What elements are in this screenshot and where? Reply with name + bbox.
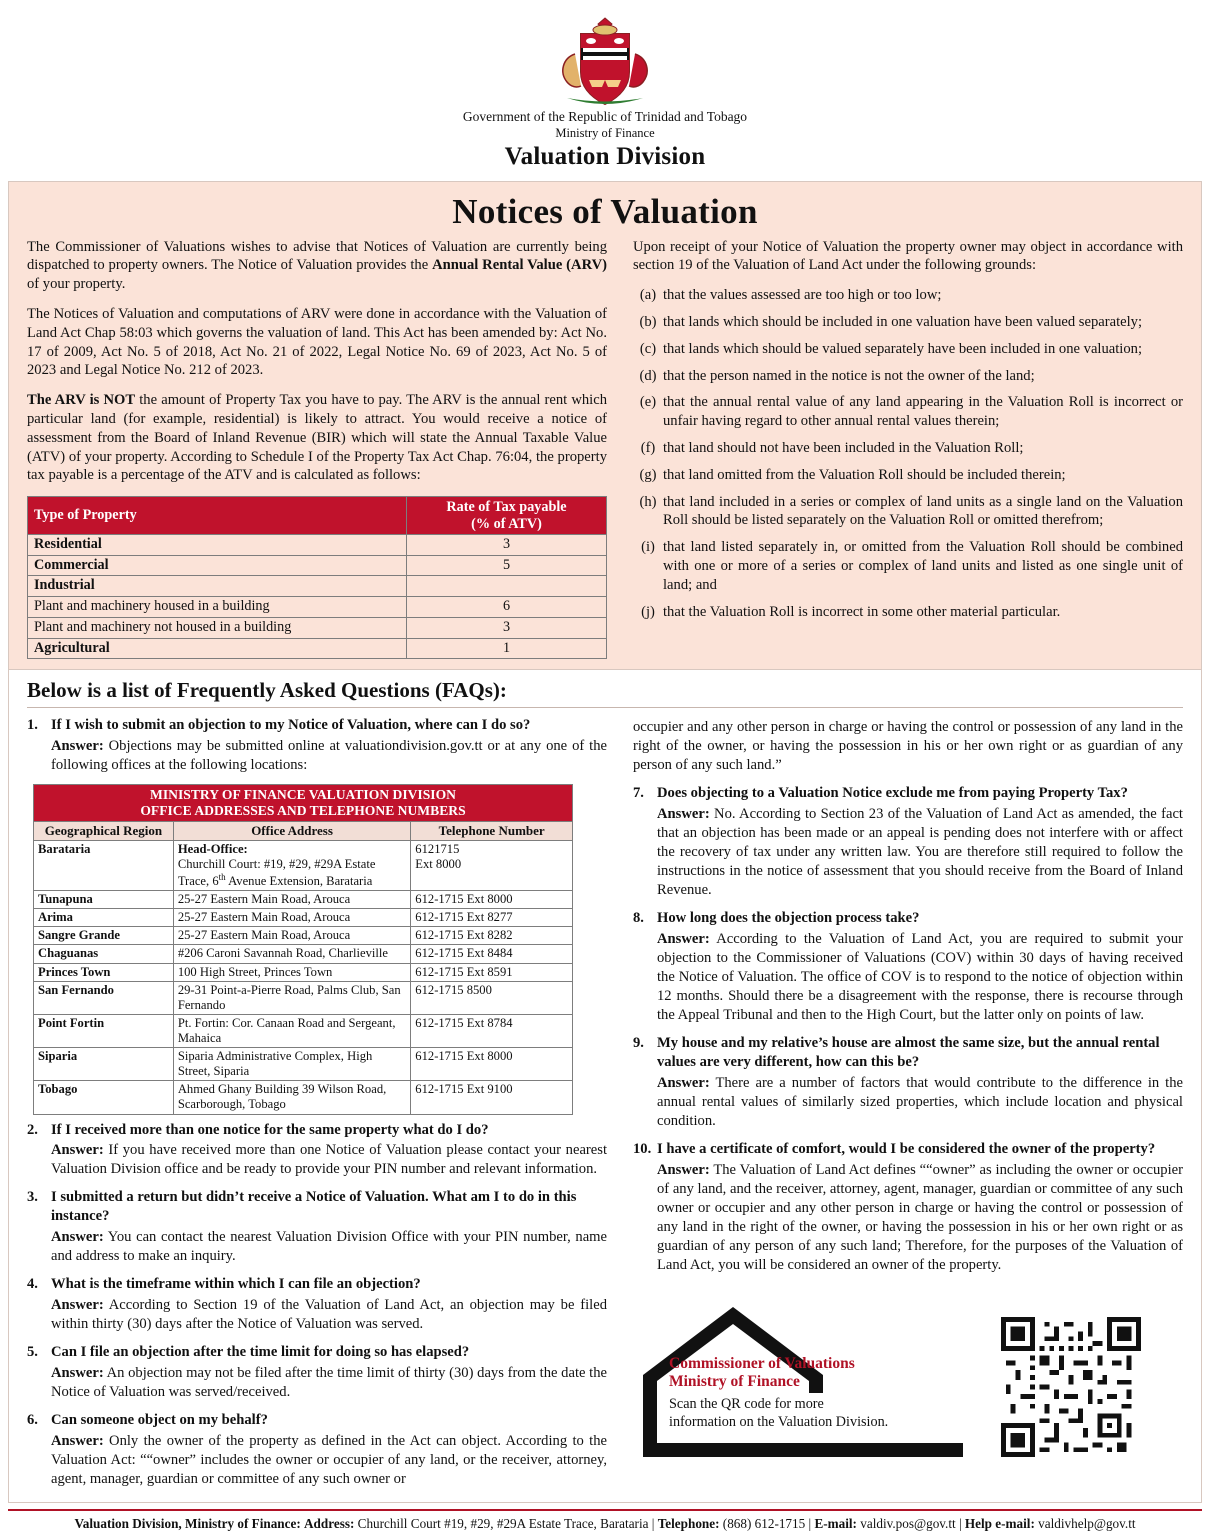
faq-question: Does objecting to a Valuation Notice exclude me from paying Property Tax?	[657, 785, 1128, 802]
list-item	[633, 466, 1183, 485]
faq-number: 8.	[633, 910, 644, 927]
coat-of-arms-icon	[0, 14, 1210, 109]
table-row	[34, 945, 573, 963]
office-address: Ahmed Ghany Building 39 Wilson Road, Scarborough, Tobago	[173, 1081, 410, 1114]
intro-column	[27, 238, 607, 660]
rate-row-value: 1	[407, 638, 607, 659]
table-row	[34, 981, 573, 1014]
office-address: #206 Caroni Savannah Road, Charlieville	[173, 945, 410, 963]
faq-answer: Answer: An objection may not be filed after the time limit of thirty (30) days from the date the Notice of Valuation was served/received.	[51, 1365, 607, 1401]
footer-address-label: Address:	[304, 1515, 355, 1531]
ground-label: (g)	[639, 466, 657, 483]
table-row	[28, 638, 607, 659]
office-telephone: 612-1715 Ext 8484	[411, 945, 573, 963]
table-row	[34, 1048, 573, 1081]
list-item	[633, 439, 1183, 458]
faq-question: How long does the objection process take?	[657, 910, 920, 927]
faq-number: 9.	[633, 1034, 644, 1051]
footer-help-label: Help e-mail:	[964, 1515, 1035, 1531]
ground-text: that land should not have been included in the Valuation Roll;	[663, 440, 1024, 456]
ground-label: (a)	[639, 287, 657, 304]
faq-number: 10.	[633, 1140, 652, 1157]
table-row	[28, 534, 607, 555]
office-col-address: Office Address	[173, 821, 410, 840]
table-row	[28, 617, 607, 638]
office-address-table	[33, 784, 573, 1114]
rate-row-value: 3	[407, 534, 607, 555]
rate-row-value: 6	[407, 597, 607, 618]
office-region: Siparia	[34, 1048, 174, 1081]
office-region: Point Fortin	[34, 1014, 174, 1047]
ground-text: that land included in a series or complex of land units as a single land on the Valuation Roll should be listed separately on the Valuation Roll or omitted therefrom;	[663, 493, 1183, 529]
faq-item-3	[27, 1188, 607, 1266]
faq-answer: Answer: If you have received more than one Notice of Valuation please contact your nearest Valuation Division office and be ready to provide your PIN number and relevant information.	[51, 1142, 607, 1178]
list-item	[633, 286, 1183, 305]
list-item	[633, 393, 1183, 431]
house-outline-icon	[633, 1297, 973, 1457]
list-item	[633, 340, 1183, 359]
qr-code[interactable]	[1001, 1317, 1141, 1457]
ground-text: that the annual rental value of any land appearing in the Valuation Roll is incorrect or unfair having regard to other annual rental values therein;	[663, 394, 1183, 430]
faq-answer: Answer: No. According to Section 23 of the Valuation of Land Act as amended, the fact that an objection has been made or an appeal is pending does not interfere with or affect the recovery of tax under any written law. You are therefore still required to follow the instructions in the notice of assessment that you should receive from the Board of Inland Revenue.	[657, 806, 1183, 899]
ground-text: that the Valuation Roll is incorrect in some other material particular.	[663, 603, 1061, 620]
office-region: Sangre Grande	[34, 927, 174, 945]
faq-answer: Answer: You can contact the nearest Valuation Division Office with your PIN number, name and address to make an inquiry.	[51, 1229, 607, 1265]
faq-answer-continuation: occupier and any other person in charge or having the control or possession of any land in the right of the owner, or having the possession in his or her own right or as guardian of any person of any such land.”	[633, 719, 1183, 774]
faq-item-2	[27, 1121, 607, 1180]
table-row	[34, 927, 573, 945]
faq-question: If I wish to submit an objection to my Notice of Valuation, where can I do so?	[51, 717, 531, 734]
faq-number: 3.	[27, 1189, 38, 1206]
faq-answer: Answer: According to the Valuation of Land Act, you are required to submit your objection to the Commissioner of Valuations (COV) within 30 days of having received the Notice of Valuation. The office of COV is to respond to the notice of objection within 12 months. Should there be a disagreement with the response, there is recourse through the Appeal Tribunal and then to the High Court, but the latter only on points of law.	[657, 931, 1183, 1023]
ground-text: that the person named in the notice is not the owner of the land;	[663, 367, 1035, 384]
office-address: Head-Office: Churchill Court: #19, #29, #29A Estate Trace, 6th Avenue Extension, Barataria	[173, 840, 410, 891]
table-row	[28, 576, 607, 597]
faq-number: 6.	[27, 1412, 38, 1429]
office-address: Pt. Fortin: Cor. Canaan Road and Sergeant, Mahaica	[173, 1014, 410, 1047]
office-address: 29-31 Point-a-Pierre Road, Palms Club, San Fernando	[173, 981, 410, 1014]
commissioner-title-line2: Ministry of Finance	[669, 1373, 800, 1391]
list-item	[633, 493, 1183, 531]
faq-question: I have a certificate of comfort, would I be considered the owner of the property?	[657, 1140, 1156, 1157]
table-row	[34, 1081, 573, 1114]
footer-telephone: (868) 612-1715 |	[719, 1515, 815, 1531]
faq-right-column	[633, 716, 1183, 1498]
table-row	[34, 840, 573, 891]
rate-row-label: Agricultural	[28, 638, 407, 659]
list-item	[633, 313, 1183, 332]
faq-item-5	[27, 1343, 607, 1402]
table-row	[34, 963, 573, 981]
notices-panel	[8, 181, 1202, 671]
footer-telephone-label: Telephone:	[657, 1515, 720, 1531]
office-table-title: MINISTRY OF FINANCE VALUATION DIVISION OFFICE ADDRESSES AND TELEPHONE NUMBERS	[34, 785, 573, 821]
footer-address: Churchill Court #19, #29, #29A Estate Trace, Barataria |	[354, 1515, 658, 1531]
ground-label: (e)	[639, 394, 657, 411]
scan-instruction-line2: information on the Valuation Division.	[669, 1413, 889, 1430]
ground-text: that lands which should be included in one valuation have been valued separately;	[663, 313, 1143, 330]
scan-instruction-line1: Scan the QR code for more	[669, 1395, 824, 1412]
intro-paragraph-2: The Notices of Valuation and computations of ARV were done in accordance with the Valuation of Land Act Chap 58:03 which governs the valuation of land. This Act has been amended by: Act No. 17 of 2009, Act No. 5 of 2018, Act No. 21 of 2022, Legal Notice No. 69 of 2023, Act No. 5 of 2023 and Legal Notice No. 212 of 2023.	[27, 305, 607, 379]
office-region: Tunapuna	[34, 891, 174, 909]
office-col-telephone: Telephone Number	[411, 821, 573, 840]
faq-answer: Answer: There are a number of factors that would contribute to the difference in the annual rental values of similarly sized properties, which include location and physical condition.	[657, 1074, 1183, 1129]
office-region: Princes Town	[34, 963, 174, 981]
office-telephone: 612-1715 Ext 9100	[411, 1081, 573, 1114]
rate-row-value: 3	[407, 617, 607, 638]
faq-question: I submitted a return but didn’t receive a Notice of Valuation. What am I to do in this instance?	[51, 1189, 577, 1225]
office-telephone: 612-1715 Ext 8277	[411, 909, 573, 927]
faq-left-column	[27, 716, 607, 1498]
footer-org: Valuation Division, Ministry of Finance:	[74, 1515, 301, 1531]
office-address: 25-27 Eastern Main Road, Arouca	[173, 909, 410, 927]
ground-text: that the values assessed are too high or too low;	[663, 287, 942, 304]
table-row	[28, 597, 607, 618]
faq-heading: Below is a list of Frequently Asked Questions (FAQs):	[27, 678, 1183, 708]
office-address: 25-27 Eastern Main Road, Arouca	[173, 891, 410, 909]
table-row	[34, 1014, 573, 1047]
government-line: Government of the Republic of Trinidad and Tobago	[462, 109, 748, 124]
ground-label: (h)	[639, 493, 657, 510]
rate-row-value: 5	[407, 555, 607, 576]
faq-number: 1.	[27, 717, 38, 734]
faq-number: 7.	[633, 785, 644, 802]
rate-table-header-rate: Rate of Tax payable (% of ATV)	[407, 497, 607, 535]
ministry-line: Ministry of Finance	[555, 125, 655, 140]
office-col-region: Geographical Region	[34, 821, 174, 840]
list-item	[633, 538, 1183, 594]
office-telephone: 612-1715 Ext 8591	[411, 963, 573, 981]
division-title: Valuation Division	[504, 142, 706, 170]
rate-row-label: Commercial	[28, 555, 407, 576]
list-item	[633, 367, 1183, 386]
ground-text: that lands which should be valued separately have been included in one valuation;	[663, 340, 1143, 357]
objection-lead: Upon receipt of your Notice of Valuation the property owner may object in accordance with section 19 of the Valuation of Land Act under the following grounds:	[633, 238, 1183, 274]
office-telephone: 612-1715 Ext 8000	[411, 891, 573, 909]
rate-row-label: Plant and machinery not housed in a building	[28, 617, 407, 638]
rate-table-header-type: Type of Property	[28, 497, 407, 535]
ground-label: (c)	[639, 340, 657, 357]
faq-question: If I received more than one notice for the same property what do I do?	[51, 1121, 489, 1138]
rate-row-label: Residential	[28, 534, 407, 555]
ground-label: (j)	[641, 603, 655, 620]
rate-row-label: Industrial	[28, 576, 407, 597]
ground-label: (b)	[639, 313, 657, 330]
table-row	[28, 555, 607, 576]
faq-item-9	[633, 1034, 1183, 1131]
faq-question: Can someone object on my behalf?	[51, 1412, 268, 1429]
table-row	[34, 909, 573, 927]
faq-item-4	[27, 1275, 607, 1334]
office-address: 100 High Street, Princes Town	[173, 963, 410, 981]
rate-row-value	[407, 576, 607, 597]
commissioner-title-line1: Commissioner of Valuations	[669, 1354, 855, 1372]
faq-question: What is the timeframe within which I can file an objection?	[51, 1276, 421, 1293]
commissioner-qr-block	[633, 1297, 1183, 1457]
ground-label: (d)	[639, 367, 657, 384]
footer-help-email[interactable]: valdivhelp@gov.tt	[1034, 1515, 1136, 1531]
office-region: San Fernando	[34, 981, 174, 1014]
faq-question: Can I file an objection after the time limit for doing so has elapsed?	[51, 1344, 470, 1361]
faq-question: My house and my relative’s house are almost the same size, but the annual rental values are very different, how can this be?	[657, 1034, 1160, 1070]
tax-rate-table	[27, 496, 607, 659]
faq-item-1	[27, 716, 607, 775]
faq-item-7	[633, 784, 1183, 900]
office-region: Barataria	[34, 840, 174, 891]
office-region: Arima	[34, 909, 174, 927]
office-telephone: 612-1715 Ext 8784	[411, 1014, 573, 1047]
faq-item-8	[633, 909, 1183, 1025]
office-address: 25-27 Eastern Main Road, Arouca	[173, 927, 410, 945]
ground-text: that land listed separately in, or omitted from the Valuation Roll should be combined with one or more of a series or complex of land units and listed as one single unit of land; and	[663, 539, 1183, 593]
office-telephone: 612-1715 Ext 8282	[411, 927, 573, 945]
ground-text: that land omitted from the Valuation Roll should be included therein;	[663, 466, 1066, 483]
faq-item-10	[633, 1140, 1183, 1275]
objection-grounds-list	[633, 286, 1183, 621]
footer-email-label: E-mail:	[814, 1515, 857, 1531]
faq-answer: Answer: Objections may be submitted online at valuationdivision.gov.tt or at any one of the following offices at the following locations:	[51, 738, 607, 774]
page-title: Notices of Valuation	[452, 191, 758, 231]
rate-row-label: Plant and machinery housed in a building	[28, 597, 407, 618]
faq-answer: Answer: Only the owner of the property as defined in the Act can object. According to the Valuation Act: ““owner” includes the owner or occupier of any land, or the receiver, attorney, agent, manager, guardian or committee of any such owner or	[51, 1433, 607, 1487]
faq-number: 5.	[27, 1344, 38, 1361]
page-footer	[8, 1509, 1202, 1533]
faq-number: 4.	[27, 1276, 38, 1293]
office-telephone: 612-1715 Ext 8000	[411, 1048, 573, 1081]
intro-paragraph-1: The Commissioner of Valuations wishes to advise that Notices of Valuation are currently being dispatched to property owners. The Notice of Valuation provides the Annual Rental Value (ARV) of your property.	[27, 238, 607, 293]
faq-section	[8, 670, 1202, 1503]
office-region: Chaguanas	[34, 945, 174, 963]
list-item	[633, 603, 1183, 622]
footer-email[interactable]: valdiv.pos@gov.tt |	[856, 1515, 965, 1531]
faq-item-6	[27, 1411, 607, 1489]
objection-grounds-column	[633, 238, 1183, 660]
faq-number: 2.	[27, 1121, 38, 1138]
faq-answer: Answer: The Valuation of Land Act defines ““owner” as including the owner or occupier of any land, and the receiver, attorney, agent, manager, guardian or committee of any such owner or occupier and any other person in charge or having the control or possession of any land in the right of the owner, or having the possession in his or her own right or as guardian of any person of any such land; Therefore, for the purposes of the Valuation of Land Act, you will be considered an owner of the property.	[657, 1161, 1183, 1273]
intro-paragraph-3: The ARV is NOT the amount of Property Tax you have to pay. The ARV is the annual rent which particular land (for example, residential) is likely to attract. You would receive a notice of assessment from the Board of Inland Revenue (BIR) which will state the Annual Taxable Value (ATV) of your property. According to Schedule I of the Property Tax Act Chap. 76:04, the property tax payable is a percentage of the ATV and is calculated as follows:	[27, 392, 607, 484]
table-row	[34, 891, 573, 909]
ground-label: (i)	[641, 539, 655, 556]
office-region: Tobago	[34, 1081, 174, 1114]
page-header	[0, 0, 1210, 171]
office-address: Siparia Administrative Complex, High Street, Siparia	[173, 1048, 410, 1081]
faq-answer: Answer: According to Section 19 of the Valuation of Land Act, an objection may be filed within thirty (30) days after the Notice of Valuation was served.	[51, 1297, 607, 1333]
office-telephone: 6121715 Ext 8000	[411, 840, 573, 891]
office-telephone: 612-1715 8500	[411, 981, 573, 1014]
ground-label: (f)	[640, 440, 656, 456]
